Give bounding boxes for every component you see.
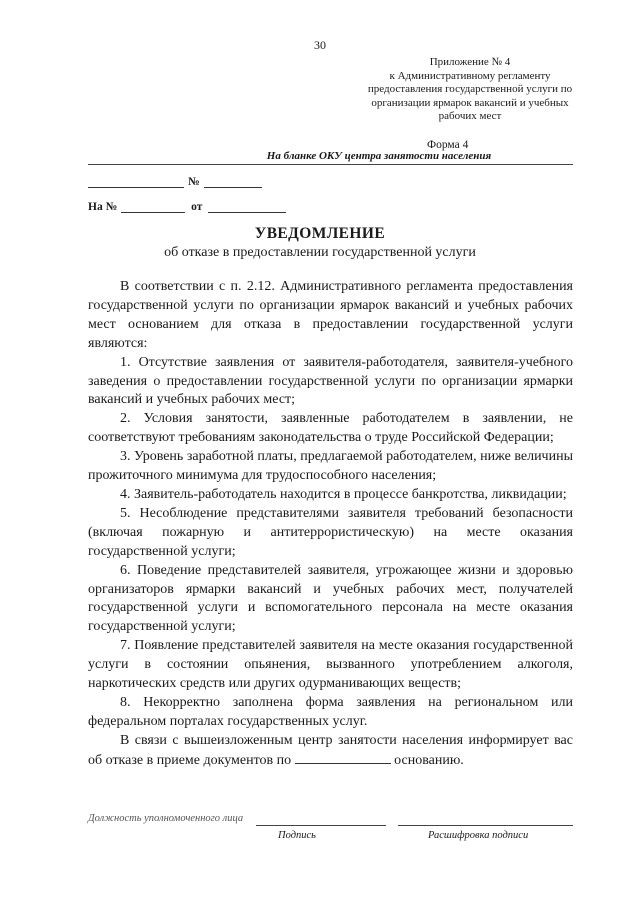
appendix-line: предоставления государственной услуги по (367, 83, 573, 96)
appendix-line: Приложение № 4 (429, 56, 511, 68)
form-label: Форма 4 (427, 139, 469, 151)
signature-line (256, 825, 386, 826)
reply-number-blank-line (121, 202, 185, 213)
appendix-line: рабочих мест (438, 110, 502, 123)
reply-to-row (88, 201, 286, 213)
page-number: 30 (314, 38, 326, 52)
intro-paragraph: В соответствии с п. 2.12. Административного регламента предоставления государственной услуги по организации ярмарок вакансий и учебных рабочих мест основанием для отказа в предоставлении государственной услуги являются: (88, 279, 573, 351)
reason-item: 7. Появление представителей заявителя на месте оказания государственной услуги в состоянии опьянения, вызванного употреблением алкоголя, наркотических средств или других одурманивающих веществ; (88, 638, 573, 692)
reply-to-label: На № (88, 201, 118, 213)
number-label: № (188, 176, 200, 188)
document-body (88, 278, 573, 771)
reply-date-blank-line (208, 202, 286, 213)
date-blank-line (88, 177, 184, 188)
reason-item: 3. Уровень заработной платы, предлагаемой работодателем, ниже величины прожиточного минимума для трудоспособного населения; (88, 449, 573, 484)
reason-item: 5. Несоблюдение представителями заявителя требований безопасности (включая пожарную и антитеррористическую) на месте оказания государственной услуги; (88, 505, 573, 559)
position-label: Должность уполномоченного лица (88, 813, 244, 824)
letterhead-note: На бланке ОКУ центра занятости населения (266, 150, 492, 162)
decryption-line (398, 825, 573, 826)
reason-item: 4. Заявитель-работодатель находится в процессе банкротства, ликвидации; (120, 486, 567, 502)
reason-item: 8. Некорректно заполнена форма заявления на региональном или федеральном порталах государственных услуг. (88, 694, 573, 729)
conclusion-ending: основанию. (394, 752, 464, 768)
signature-captions (88, 830, 573, 846)
document-title: УВЕДОМЛЕНИЕ (254, 225, 386, 242)
signature-caption: Подпись (278, 830, 316, 841)
appendix-block (350, 56, 590, 124)
signature-row (88, 813, 573, 831)
appendix-line: организации ярмарок вакансий и учебных (371, 96, 569, 109)
letterhead-divider (88, 164, 573, 165)
reason-item: 2. Условия занятости, заявленные работодателем в заявлении, не соответствуют требованиям законодательства о труде Российской Федерации; (88, 411, 573, 446)
document-subtitle: об отказе в предоставлении государственной услуги (164, 245, 476, 260)
outgoing-number-row (88, 176, 262, 188)
appendix-line: к Административному регламенту (389, 69, 551, 82)
conclusion-text: В связи с вышеизложенным центр занятости населения информирует вас об отказе в приеме документов по (88, 732, 573, 768)
conclusion-paragraph (88, 732, 573, 771)
date-label: от (191, 201, 203, 213)
grounds-blank-line (295, 751, 391, 764)
reason-item: 1. Отсутствие заявления от заявителя-работодателя, заявителя-учебного заведения о предоставлении государственной услуги по организации ярмарки вакансий и учебных рабочих мест; (88, 354, 573, 408)
number-blank-line (204, 177, 262, 188)
decryption-caption: Расшифровка подписи (428, 830, 529, 841)
reason-item: 6. Поведение представителей заявителя, угрожающее жизни и здоровью организаторов ярмарки вакансий и учебных рабочих мест, получателей государственной услуги и вспомогательного персонала на месте оказания государственной услуги; (88, 562, 573, 635)
